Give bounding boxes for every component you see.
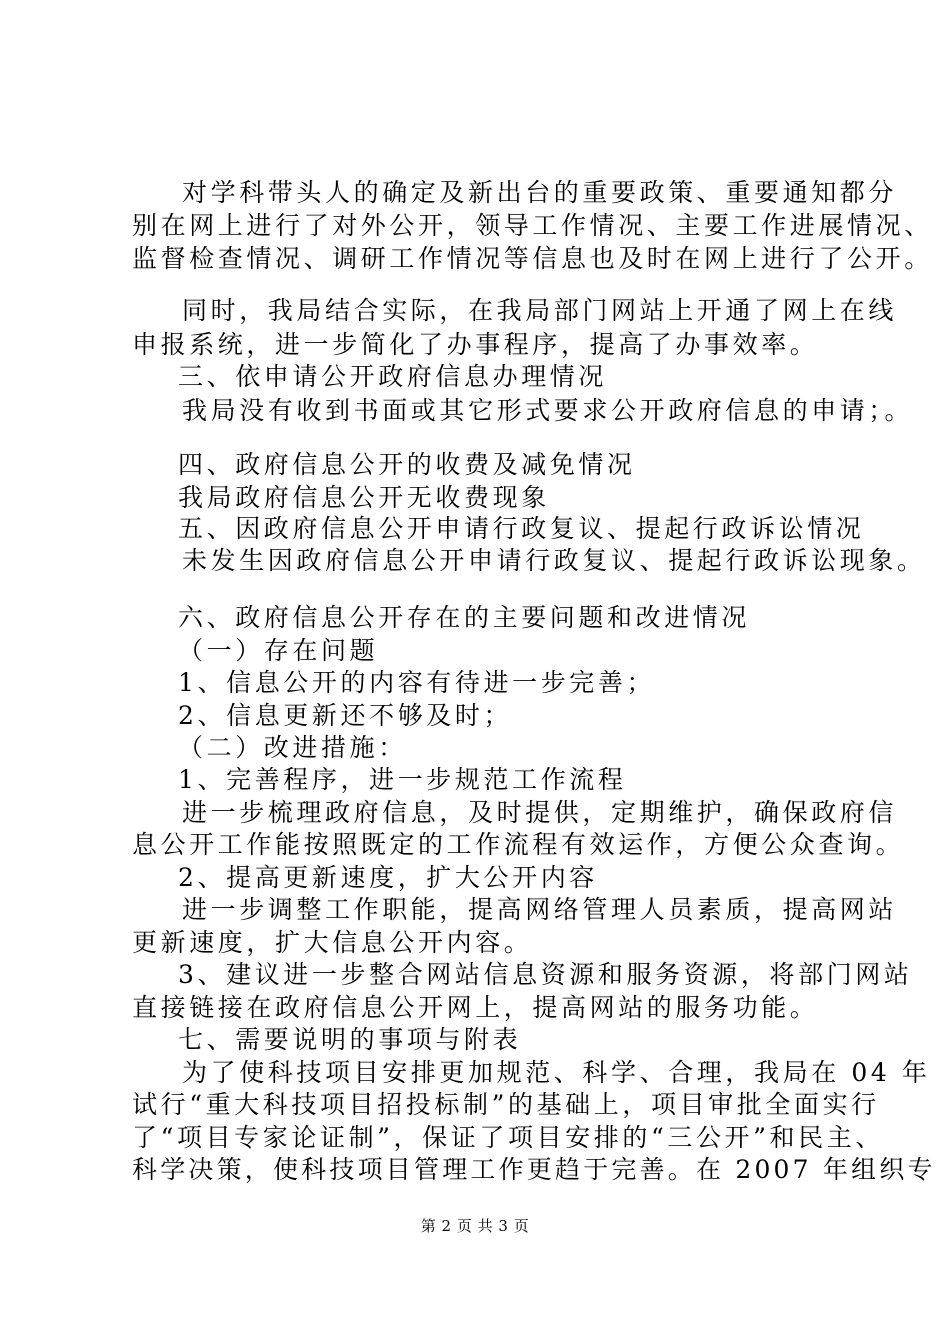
list-item: 1、信息公开的内容有待进一步完善；: [178, 668, 656, 697]
text-line: 科学决策，使科技项目管理工作更趋于完善。在 2007 年组织专: [132, 1155, 936, 1184]
text-line: 试行“重大科技项目招投标制”的基础上，项目审批全面实行: [132, 1090, 880, 1119]
sub-heading: （一）存在问题: [178, 636, 379, 665]
text-line: 别在网上进行了对外公开，领导工作情况、主要工作进展情况、: [132, 211, 933, 240]
list-item: 1、完善程序，进一步规范工作流程: [178, 765, 627, 794]
section-heading: 五、因政府信息公开申请行政复议、提起行政诉讼情况: [178, 514, 865, 543]
text-line: 对学科带头人的确定及新出台的重要政策、重要通知都分: [182, 178, 898, 207]
text-line: 监督检查情况、调研工作情况等信息也及时在网上进行了公开。: [132, 244, 933, 273]
page-number-footer: 第 2 页 共 3 页: [420, 1217, 530, 1235]
text-line: 我局没有收到书面或其它形式要求公开政府信息的申请；。: [182, 396, 914, 425]
text-line: 同时，我局结合实际，在我局部门网站上开通了网上在线: [182, 296, 898, 325]
section-heading: 七、需要说明的事项与附表: [178, 1025, 522, 1054]
text-line: 为了使科技项目安排更加规范、科学、合理，我局在 04 年: [182, 1058, 931, 1087]
section-heading: 四、政府信息公开的收费及减免情况: [178, 450, 636, 479]
text-line: 息公开工作能按照既定的工作流程有效运作，方便公众查询。: [132, 830, 905, 859]
text-line: 我局政府信息公开无收费现象: [178, 483, 550, 512]
text-line: 直接链接在政府信息公开网上，提高网站的服务功能。: [132, 993, 819, 1022]
text-line: 申报系统，进一步简化了办事程序，提高了办事效率。: [132, 330, 819, 359]
list-item: 3、建议进一步整合网站信息资源和服务资源，将部门网站: [178, 960, 913, 989]
section-heading: 六、政府信息公开存在的主要问题和改进情况: [178, 603, 751, 632]
list-item: 2、信息更新还不够及时；: [178, 701, 513, 730]
text-line: 未发生因政府信息公开申请行政复议、提起行政诉讼现象。: [182, 546, 926, 575]
text-line: 进一步调整工作职能，提高网络管理人员素质，提高网站: [182, 895, 898, 924]
text-line: 了“项目专家论证制”，保证了项目安排的“三公开”和民主、: [132, 1123, 884, 1152]
text-line: 更新速度，扩大信息公开内容。: [132, 928, 533, 957]
section-heading: 三、依申请公开政府信息办理情况: [178, 362, 608, 391]
sub-heading: （二）改进措施：: [178, 733, 407, 762]
list-item: 2、提高更新速度，扩大公开内容: [178, 863, 598, 892]
text-line: 进一步梳理政府信息，及时提供，定期维护，确保政府信: [182, 798, 898, 827]
